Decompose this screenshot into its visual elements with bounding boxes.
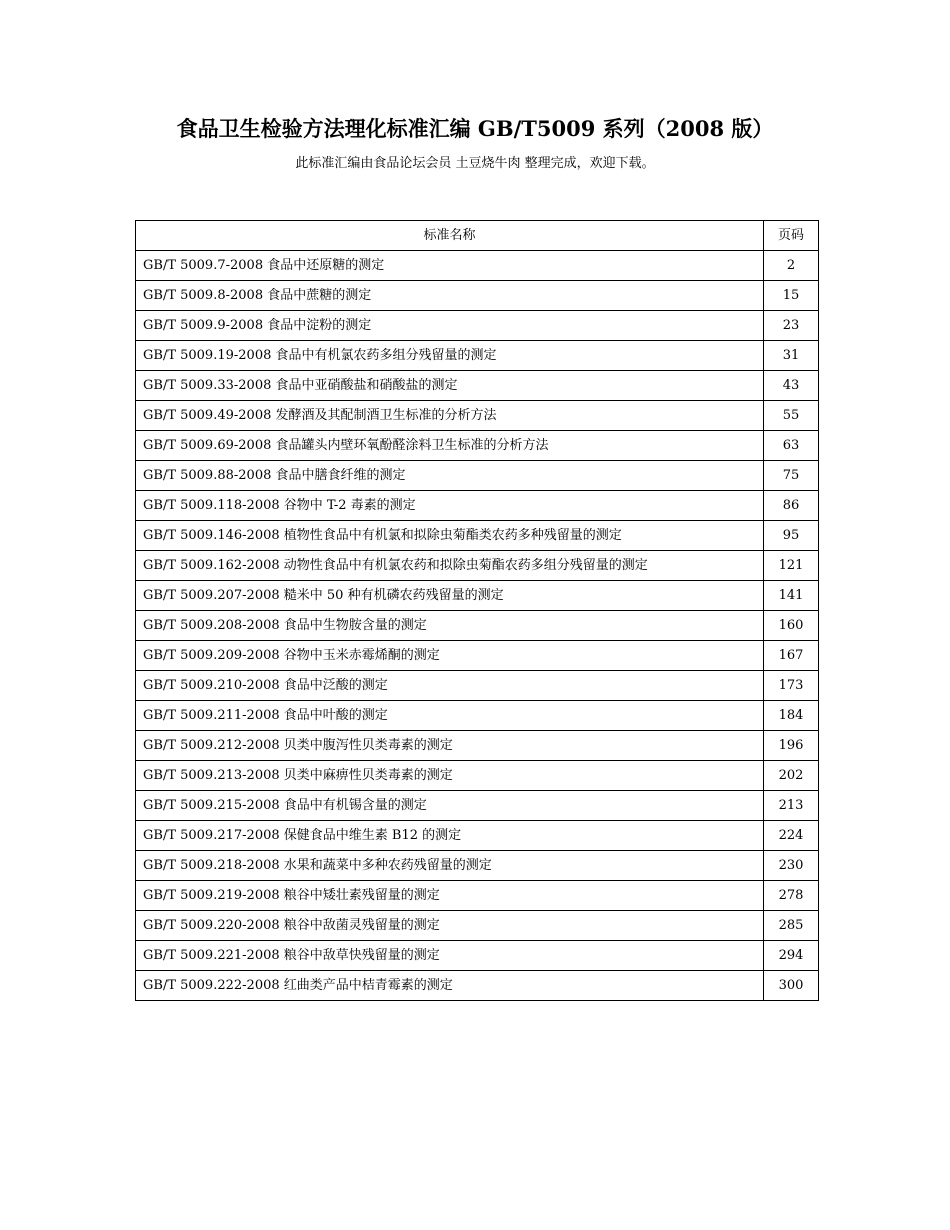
standard-name-cell: GB/T 5009.207-2008 糙米中 50 种有机磷农药残留量的测定	[136, 581, 764, 611]
page-number-cell: 55	[764, 401, 819, 431]
page-number-cell: 63	[764, 431, 819, 461]
standard-name-cell: GB/T 5009.212-2008 贝类中腹泻性贝类毒素的测定	[136, 731, 764, 761]
table-row	[136, 551, 819, 581]
table-row	[136, 701, 819, 731]
table-row	[136, 821, 819, 851]
standard-name-cell: GB/T 5009.208-2008 食品中生物胺含量的测定	[136, 611, 764, 641]
page-number-cell: 15	[764, 281, 819, 311]
page-number-cell: 86	[764, 491, 819, 521]
standard-name-cell: GB/T 5009.118-2008 谷物中 T-2 毒素的测定	[136, 491, 764, 521]
table-row	[136, 641, 819, 671]
standard-name-cell: GB/T 5009.211-2008 食品中叶酸的测定	[136, 701, 764, 731]
page-number-cell: 173	[764, 671, 819, 701]
page-number-cell: 23	[764, 311, 819, 341]
standard-name-cell: GB/T 5009.210-2008 食品中泛酸的测定	[136, 671, 764, 701]
standard-name-cell: GB/T 5009.19-2008 食品中有机氯农药多组分残留量的测定	[136, 341, 764, 371]
standard-name-cell: GB/T 5009.222-2008 红曲类产品中桔青霉素的测定	[136, 971, 764, 1001]
standard-name-cell: GB/T 5009.8-2008 食品中蔗糖的测定	[136, 281, 764, 311]
standard-name-cell: GB/T 5009.209-2008 谷物中玉米赤霉烯酮的测定	[136, 641, 764, 671]
page-number-cell: 213	[764, 791, 819, 821]
table-row	[136, 431, 819, 461]
table-row	[136, 401, 819, 431]
page-number-cell: 167	[764, 641, 819, 671]
standard-name-cell: GB/T 5009.221-2008 粮谷中敌草快残留量的测定	[136, 941, 764, 971]
table-row	[136, 881, 819, 911]
standard-name-cell: GB/T 5009.49-2008 发酵酒及其配制酒卫生标准的分析方法	[136, 401, 764, 431]
table-row	[136, 341, 819, 371]
standard-name-cell: GB/T 5009.7-2008 食品中还原糖的测定	[136, 251, 764, 281]
header-standard-name: 标准名称	[136, 221, 764, 251]
standard-name-cell: GB/T 5009.220-2008 粮谷中敌菌灵残留量的测定	[136, 911, 764, 941]
page-number-cell: 75	[764, 461, 819, 491]
table-row	[136, 671, 819, 701]
table-row	[136, 911, 819, 941]
page-number-cell: 121	[764, 551, 819, 581]
standard-name-cell: GB/T 5009.215-2008 食品中有机锡含量的测定	[136, 791, 764, 821]
table-row	[136, 521, 819, 551]
page-number-cell: 294	[764, 941, 819, 971]
page-number-cell: 224	[764, 821, 819, 851]
table-row	[136, 371, 819, 401]
page-number-cell: 43	[764, 371, 819, 401]
standard-name-cell: GB/T 5009.218-2008 水果和蔬菜中多种农药残留量的测定	[136, 851, 764, 881]
standard-name-cell: GB/T 5009.219-2008 粮谷中矮壮素残留量的测定	[136, 881, 764, 911]
standard-name-cell: GB/T 5009.213-2008 贝类中麻痹性贝类毒素的测定	[136, 761, 764, 791]
table-body	[136, 251, 819, 1001]
standard-name-cell: GB/T 5009.162-2008 动物性食品中有机氯农药和拟除虫菊酯农药多组分残留量的测定	[136, 551, 764, 581]
standard-name-cell: GB/T 5009.88-2008 食品中膳食纤维的测定	[136, 461, 764, 491]
page-number-cell: 300	[764, 971, 819, 1001]
header-page-number: 页码	[764, 221, 819, 251]
table-row	[136, 581, 819, 611]
standard-name-cell: GB/T 5009.9-2008 食品中淀粉的测定	[136, 311, 764, 341]
table-row	[136, 731, 819, 761]
table-row	[136, 461, 819, 491]
table-header-row	[136, 221, 819, 251]
standards-table	[135, 220, 819, 1001]
standard-name-cell: GB/T 5009.69-2008 食品罐头内壁环氧酚醛涂料卫生标准的分析方法	[136, 431, 764, 461]
document-subtitle: 此标准汇编由食品论坛会员 土豆烧牛肉 整理完成，欢迎下载。	[295, 156, 655, 171]
table-row	[136, 251, 819, 281]
standard-name-cell: GB/T 5009.33-2008 食品中亚硝酸盐和硝酸盐的测定	[136, 371, 764, 401]
table-row	[136, 791, 819, 821]
table-row	[136, 611, 819, 641]
table-row	[136, 851, 819, 881]
standard-name-cell: GB/T 5009.217-2008 保健食品中维生素 B12 的测定	[136, 821, 764, 851]
document-title: 食品卫生检验方法理化标准汇编 GB/T5009 系列（2008 版）	[176, 116, 774, 141]
page-number-cell: 95	[764, 521, 819, 551]
page-number-cell: 141	[764, 581, 819, 611]
table-row	[136, 971, 819, 1001]
page-number-cell: 278	[764, 881, 819, 911]
page-number-cell: 202	[764, 761, 819, 791]
table-row	[136, 311, 819, 341]
table-row	[136, 281, 819, 311]
table-row	[136, 491, 819, 521]
page-number-cell: 230	[764, 851, 819, 881]
table-row	[136, 761, 819, 791]
page-number-cell: 2	[764, 251, 819, 281]
standard-name-cell: GB/T 5009.146-2008 植物性食品中有机氯和拟除虫菊酯类农药多种残留量的测定	[136, 521, 764, 551]
page-number-cell: 160	[764, 611, 819, 641]
table-row	[136, 941, 819, 971]
page-number-cell: 196	[764, 731, 819, 761]
page-number-cell: 31	[764, 341, 819, 371]
page-number-cell: 184	[764, 701, 819, 731]
page-number-cell: 285	[764, 911, 819, 941]
